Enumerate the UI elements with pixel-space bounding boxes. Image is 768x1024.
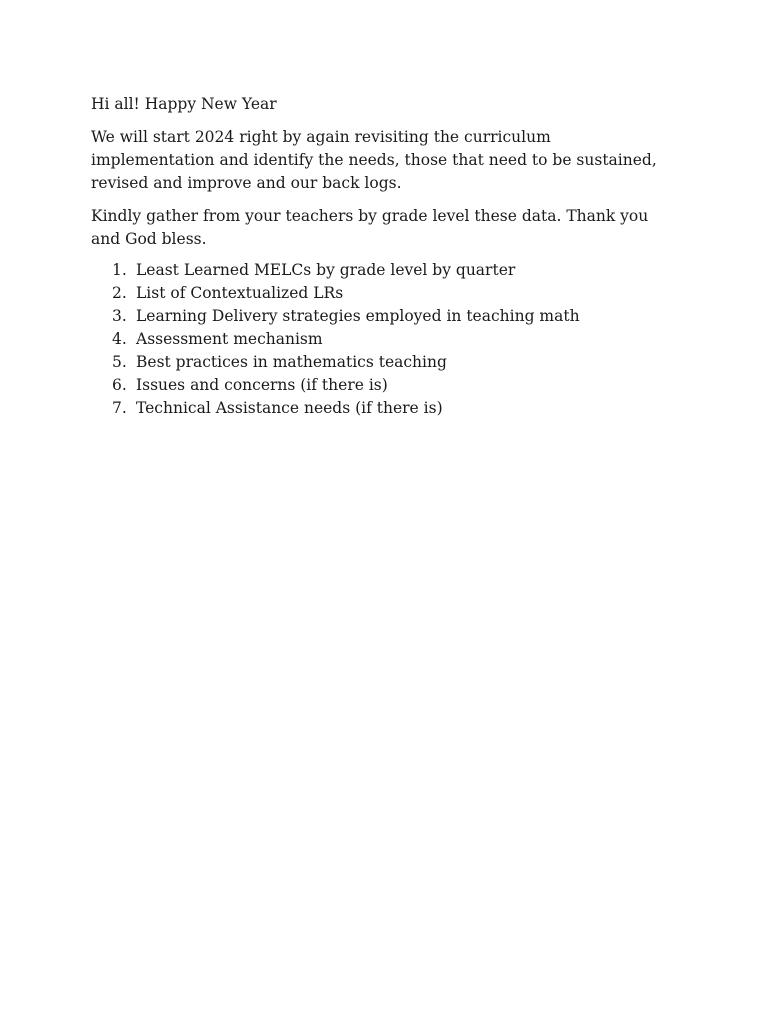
requested-data-list [91, 259, 671, 420]
list-item-text: Least Learned MELCs by grade level by quarter [136, 261, 516, 279]
list-item [91, 351, 671, 374]
document-body [91, 93, 671, 420]
list-item-text: Best practices in mathematics teaching [136, 353, 447, 371]
list-item-text: Technical Assistance needs (if there is) [136, 399, 443, 417]
list-item-number: 1. [112, 261, 127, 279]
list-item-number: 7. [112, 399, 127, 417]
list-item [91, 374, 671, 397]
list-item-text: Learning Delivery strategies employed in teaching math [136, 307, 580, 325]
list-item-number: 2. [112, 284, 127, 302]
paragraph-curriculum: We will start 2024 right by again revisiting the curriculum implementation and identify the needs, those that need to be sustained, revised and improve and our back logs. [91, 128, 657, 192]
greeting-line: Hi all! Happy New Year [91, 95, 277, 113]
list-item-number: 5. [112, 353, 127, 371]
list-item-text: Assessment mechanism [136, 330, 323, 348]
list-item [91, 397, 671, 420]
paragraph-request: Kindly gather from your teachers by grade level these data. Thank you and God bless. [91, 207, 649, 248]
list-item [91, 282, 671, 305]
list-item-text: Issues and concerns (if there is) [136, 376, 388, 394]
list-item-number: 4. [112, 330, 127, 348]
list-item [91, 328, 671, 351]
list-item [91, 305, 671, 328]
list-item [91, 259, 671, 282]
list-item-number: 3. [112, 307, 127, 325]
list-item-number: 6. [112, 376, 127, 394]
list-item-text: List of Contextualized LRs [136, 284, 344, 302]
